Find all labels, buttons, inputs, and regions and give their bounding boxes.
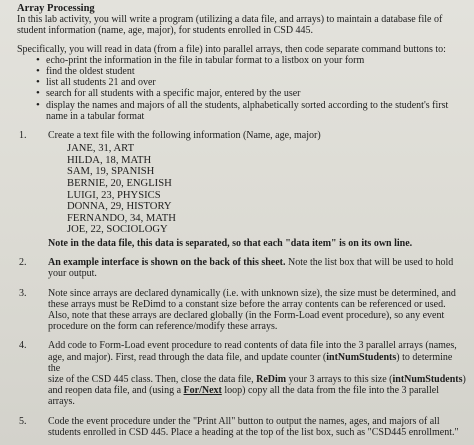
- numbered-item-2: [17, 257, 466, 279]
- data-record: SAM, 19, SPANISH: [67, 166, 155, 178]
- item-bold-text: An example interface is shown on the back of this sheet.: [48, 257, 286, 269]
- item-number: 4.: [19, 340, 27, 352]
- item-text-part: age, and major). First, read through the data file, and update counter (: [48, 351, 327, 363]
- item-text-part: and reopen data file, and (using a: [48, 385, 184, 397]
- item-number: 5.: [19, 415, 27, 427]
- data-file-list: [48, 143, 466, 236]
- item-text: [48, 352, 466, 374]
- intro-line: In this lab activity, you will write a program (utilizing a data file, and arrays) to maintain a database file of: [17, 14, 443, 26]
- spec-line: Specifically, you will read in data (from a file) into parallel arrays, then code separate command buttons to:: [17, 43, 446, 55]
- item-text-part: ) to determine the: [48, 351, 453, 374]
- task-bullet: • display the names and majors of all the students, alphabetically sorted according to the student's first: [36, 100, 466, 111]
- item-text-part: ): [462, 374, 466, 386]
- task-bullet: • search for all students with a specific major, entered by the user: [36, 88, 466, 99]
- data-record: FERNANDO, 34, MATH: [67, 212, 176, 224]
- data-record: LUIGI, 23, PHYSICS: [67, 189, 161, 201]
- data-record: HILDA, 18, MATH: [67, 154, 152, 166]
- item-text-rest: Note the list box that will be used to hold: [285, 257, 454, 269]
- numbered-item-4: [17, 340, 466, 407]
- task-bullet: • list all students 21 and over: [36, 77, 466, 88]
- task-bullet-list: [17, 55, 466, 111]
- item-text: these arrays must be ReDimd to a constant size before the array contents can be referenced or used.: [48, 298, 446, 310]
- item-text: students enrolled in CSD 445. Place a heading at the top of the list box, such as "CSD445 enrollment.": [48, 426, 459, 438]
- item-text: Also, note that these arrays are declared globally (in the Form-Load event procedure), so any event: [48, 310, 445, 321]
- task-bullet: • find the oldest student: [36, 66, 466, 77]
- intro-line: student information (name, age, major), for students enrolled in CSD 445.: [17, 25, 314, 37]
- data-record: JANE, 31, ART: [67, 143, 135, 155]
- item-text-part: loop) copy all the data from the file into the 3 parallel arrays.: [48, 385, 439, 408]
- data-record: JOE, 22, SOCIOLOGY: [67, 224, 168, 236]
- document-title: Array Processing: [17, 3, 95, 14]
- task-bullet-continuation: name in a tabular format: [46, 110, 145, 122]
- item-number: 1.: [19, 130, 27, 142]
- item-text-part: your 3 arrays to this size (: [286, 374, 393, 386]
- keyword: For/Next: [183, 385, 222, 397]
- data-file-note: Note in the data file, this data is separated, so that each "data item" is on its own line.: [48, 237, 413, 249]
- data-record: DONNA, 29, HISTORY: [67, 201, 172, 213]
- item-text: [48, 257, 466, 268]
- item-text: Note since arrays are declared dynamically (i.e. with unknown size), the size must be determined, and: [48, 287, 456, 299]
- numbered-item-3: [17, 288, 466, 333]
- item-text: [48, 385, 466, 407]
- variable-name: intNumStudents: [392, 374, 463, 386]
- numbered-item-1: [17, 130, 466, 249]
- data-record: BERNIE, 20, ENGLISH: [67, 178, 172, 190]
- keyword: ReDim: [256, 374, 287, 386]
- item-text: your output.: [48, 268, 97, 280]
- item-number: 3.: [19, 287, 27, 299]
- item-number: 2.: [19, 257, 27, 269]
- item-text: [48, 374, 466, 385]
- variable-name: intNumStudents: [326, 351, 397, 363]
- item-text-part: size of the CSD 445 class. Then, close the data file,: [48, 374, 257, 386]
- item-text: Add code to Form-Load event procedure to read contents of data file into the 3 parallel arrays (names,: [48, 340, 457, 352]
- item-text: procedure on the form can reference/modify these arrays.: [48, 321, 278, 333]
- task-bullet: • echo-print the information in the file in tabular format to a listbox on your form: [36, 55, 466, 66]
- numbered-item-5: [17, 416, 466, 438]
- spacer: [17, 37, 466, 44]
- item-text: Create a text file with the following information (Name, age, major): [48, 130, 321, 142]
- item-text: Code the event procedure under the "Print All" button to output the names, ages, and majors of all: [48, 415, 440, 427]
